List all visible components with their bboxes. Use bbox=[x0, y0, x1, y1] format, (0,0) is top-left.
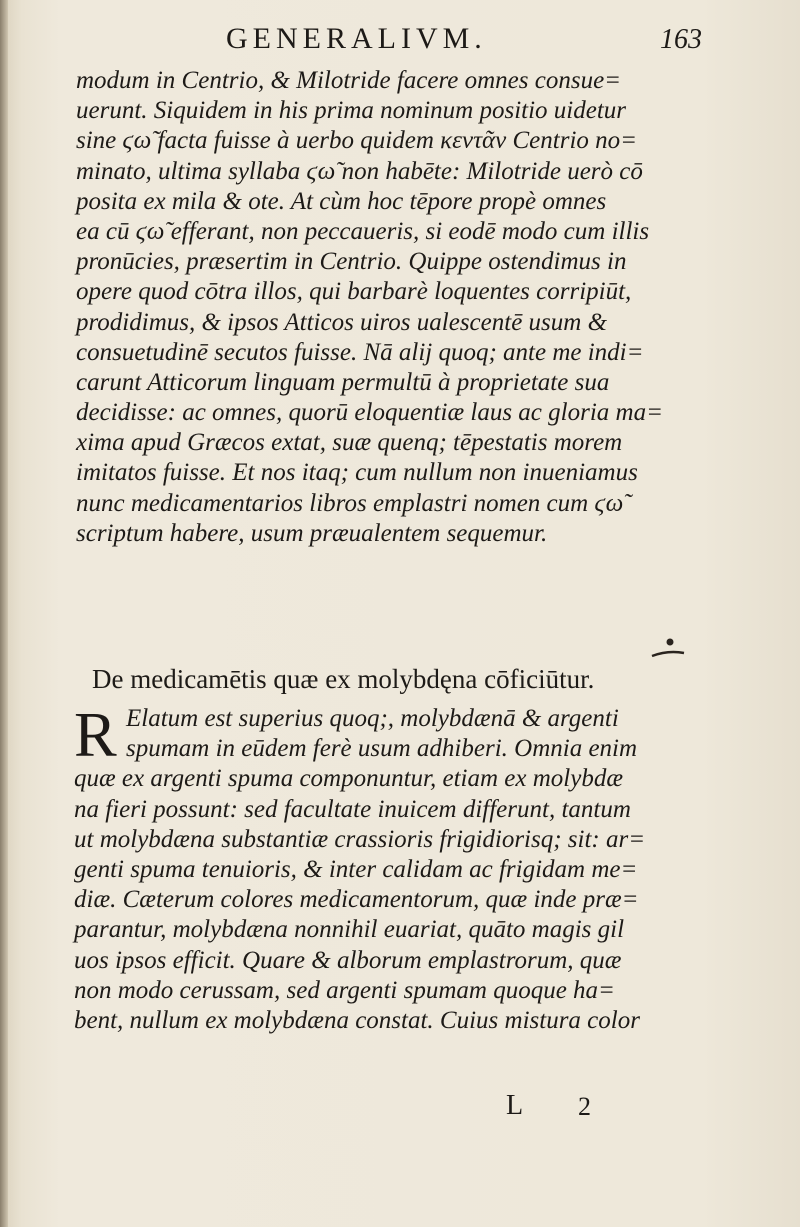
text-line: minato, ultima syllaba ϛω̃ non habēte: Milotride uerò cō bbox=[76, 157, 643, 185]
running-head: GENERALIVM. bbox=[226, 22, 487, 55]
text-line: nunc medicamentarios libros emplastri nomen cum ϛω̃ bbox=[76, 489, 624, 517]
signature-mark bbox=[0, 1090, 800, 1130]
page-gutter-shadow bbox=[0, 0, 8, 1227]
page-number: 163 bbox=[660, 24, 702, 55]
text-line: sine ϛω̃ facta fuisse à uerbo quidem κεντᾶν Centrio no= bbox=[76, 127, 638, 155]
text-line: modum in Centrio, & Milotride facere omnes consue= bbox=[76, 67, 622, 94]
text-line: genti spuma tenuioris, & inter calidam ac frigidam me= bbox=[74, 855, 638, 883]
signature-number: 2 bbox=[578, 1092, 591, 1121]
text-line: parantur, molybdæna nonnihil euariat, quāto magis gil bbox=[74, 916, 625, 944]
section-text-block bbox=[74, 699, 694, 1036]
text-line: posita ex mila & ote. At cùm hoc tēpore propè omnes bbox=[76, 187, 607, 215]
text-line: uos ipsos efficit. Quare & alborum emplastrorum, quæ bbox=[74, 946, 622, 974]
text-line: opere quod cōtra illos, qui barbarè loquentes corripiūt, bbox=[76, 278, 632, 306]
text-line: pronūcies, præsertim in Centrio. Quippe ostendimus in bbox=[76, 248, 627, 276]
text-line: bent, nullum ex molybdæna constat. Cuius mistura color bbox=[74, 1006, 640, 1034]
text-line: uerunt. Siquidem in his prima nominum positio uidetur bbox=[76, 97, 626, 125]
text-line: ea cū ϛω̃ efferant, non peccaueris, si eodē modo cum illis bbox=[76, 217, 650, 245]
text-line: prodidimus, & ipsos Atticos uiros ualescentē usum & bbox=[76, 308, 608, 336]
text-line: ut molybdæna substantiæ crassioris frigidiorisq; sit: ar= bbox=[74, 825, 646, 853]
text-line: Elatum est superius quoq;, molybdænā & argenti bbox=[126, 705, 619, 732]
text-line: consuetudinē secutos fuisse. Nā alij quoq; ante me indi= bbox=[76, 338, 644, 366]
text-line: spumam in eūdem ferè usum adhiberi. Omnia enim bbox=[126, 735, 638, 763]
drop-cap: R bbox=[74, 699, 117, 770]
text-line: decidisse: ac omnes, quorū eloquentiæ laus ac gloria ma= bbox=[76, 399, 663, 427]
page-header bbox=[0, 22, 800, 62]
section-heading: De medicamētis quæ ex molybdęna cōficiūtur. bbox=[92, 664, 595, 694]
text-line: non modo cerussam, sed argenti spumam quoque ha= bbox=[74, 976, 615, 1004]
ornament-mark bbox=[648, 636, 688, 662]
main-text-block bbox=[76, 66, 686, 549]
text-line: carunt Atticorum linguam permultū à proprietate sua bbox=[76, 368, 610, 396]
text-line: scriptum habere, usum præualentem sequemur. bbox=[76, 519, 548, 547]
text-line: imitatos fuisse. Et nos itaq; cum nullum non inueniamus bbox=[76, 459, 638, 487]
signature-letter: L bbox=[506, 1090, 524, 1121]
text-line: na fieri possunt: sed facultate inuicem differunt, tantum bbox=[74, 795, 631, 823]
text-line: diæ. Cæterum colores medicamentorum, quæ inde præ= bbox=[74, 886, 639, 914]
text-line: xima apud Græcos extat, suæ quenq; tēpestatis morem bbox=[76, 429, 623, 457]
text-line: quæ ex argenti spuma componuntur, etiam ex molybdæ bbox=[74, 765, 623, 793]
